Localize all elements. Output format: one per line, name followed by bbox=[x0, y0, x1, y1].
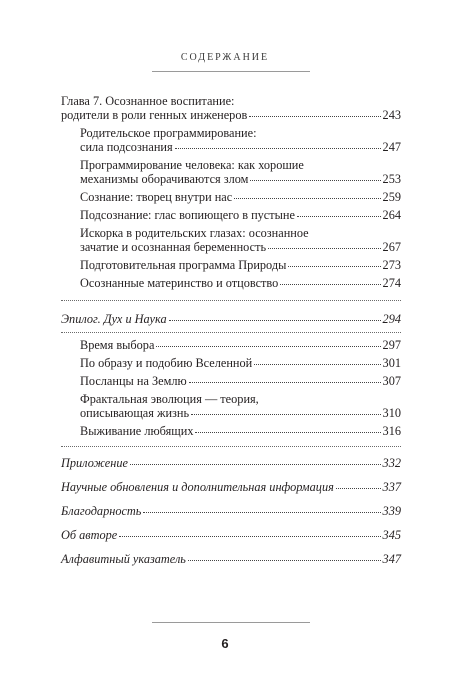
toc-page-number: 259 bbox=[382, 190, 401, 204]
dot-leader bbox=[297, 216, 381, 217]
toc-chapter-7[interactable] bbox=[61, 94, 401, 122]
header-rule bbox=[152, 71, 310, 72]
toc-entry-title: Подсознание: глас вопиющего в пустыне bbox=[80, 208, 295, 222]
toc-entry-title: Программирование человека: как хорошие bbox=[80, 158, 304, 172]
dot-leader bbox=[195, 432, 380, 433]
toc-entry-title-cont: описывающая жизнь bbox=[80, 406, 190, 420]
toc-page-number: 347 bbox=[382, 552, 401, 566]
toc-back-matter[interactable] bbox=[61, 528, 401, 542]
dot-leader bbox=[254, 364, 380, 365]
toc-entry-title: Об авторе bbox=[61, 528, 118, 542]
toc-page-number: 332 bbox=[382, 456, 401, 470]
toc-page-number: 267 bbox=[382, 240, 401, 254]
dot-leader bbox=[143, 512, 380, 513]
toc-back-matter[interactable] bbox=[61, 504, 401, 518]
section-separator bbox=[61, 332, 401, 333]
dot-leader bbox=[336, 488, 381, 489]
toc-item[interactable] bbox=[80, 226, 401, 254]
toc-item[interactable] bbox=[80, 158, 401, 186]
toc-item[interactable] bbox=[80, 126, 401, 154]
toc-entry-title: Посланцы на Землю bbox=[80, 374, 187, 388]
toc-page-number: 337 bbox=[382, 480, 401, 494]
toc-entry-title: Родительское программирование: bbox=[80, 126, 257, 140]
toc-page-number: 294 bbox=[382, 312, 401, 326]
toc-entry-title: Научные обновления и дополнительная информация bbox=[61, 480, 334, 494]
dot-leader bbox=[249, 116, 380, 117]
section-separator bbox=[61, 300, 401, 301]
toc-entry-title: Глава 7. Осознанное воспитание: bbox=[61, 94, 235, 108]
toc-entry-title: Осознанные материнство и отцовство bbox=[80, 276, 279, 290]
toc-item[interactable] bbox=[80, 190, 401, 204]
toc-page-number: 301 bbox=[382, 356, 401, 370]
toc-page-number: 345 bbox=[382, 528, 401, 542]
toc-entry-title: Искорка в родительских глазах: осознанное bbox=[80, 226, 309, 240]
toc-entry-title: Выживание любящих bbox=[80, 424, 194, 438]
toc-page-number: 316 bbox=[382, 424, 401, 438]
toc-back-matter[interactable] bbox=[61, 480, 401, 494]
toc-entry-title-cont: механизмы оборачиваются злом bbox=[80, 172, 249, 186]
toc-page-number: 273 bbox=[382, 258, 401, 272]
toc-item[interactable] bbox=[80, 276, 401, 290]
toc-entry-title-cont: сила подсознания bbox=[80, 140, 173, 154]
page-number: 6 bbox=[221, 636, 229, 651]
toc-page-number: 247 bbox=[382, 140, 401, 154]
toc-entry-title: Алфавитный указатель bbox=[61, 552, 186, 566]
toc-entry-title: Приложение bbox=[61, 456, 128, 470]
dot-leader bbox=[156, 346, 380, 347]
dot-leader bbox=[175, 148, 381, 149]
toc-item[interactable] bbox=[80, 208, 401, 222]
toc-item[interactable] bbox=[80, 374, 401, 388]
toc-entry-title: Подготовительная программа Природы bbox=[80, 258, 287, 272]
toc-item[interactable] bbox=[80, 338, 401, 352]
toc-entry-title: Сознание: творец внутри нас bbox=[80, 190, 233, 204]
footer-rule bbox=[152, 622, 310, 623]
toc-page-number: 264 bbox=[382, 208, 401, 222]
toc-page-number: 297 bbox=[382, 338, 401, 352]
toc-page-number: 243 bbox=[382, 108, 401, 122]
toc-back-matter[interactable] bbox=[61, 552, 401, 566]
dot-leader bbox=[288, 266, 380, 267]
toc-page-number: 307 bbox=[382, 374, 401, 388]
toc-entry-title: По образу и подобию Вселенной bbox=[80, 356, 253, 370]
toc-entry-title: Благодарность bbox=[61, 504, 142, 518]
toc-entry-title: Время выбора bbox=[80, 338, 155, 352]
dot-leader bbox=[234, 198, 380, 199]
toc-page-number: 310 bbox=[382, 406, 401, 420]
toc-page-number: 339 bbox=[382, 504, 401, 518]
toc-item[interactable] bbox=[80, 424, 401, 438]
toc-item[interactable] bbox=[80, 356, 401, 370]
toc-epilog[interactable] bbox=[61, 312, 401, 326]
dot-leader bbox=[250, 180, 380, 181]
dot-leader bbox=[280, 284, 380, 285]
toc-page-number: 253 bbox=[382, 172, 401, 186]
dot-leader bbox=[169, 320, 381, 321]
dot-leader bbox=[188, 560, 381, 561]
toc-entry-title: Эпилог. Дух и Наука bbox=[61, 312, 167, 326]
dot-leader bbox=[191, 414, 380, 415]
toc-entry-title: Фрактальная эволюция — теория, bbox=[80, 392, 259, 406]
toc-back-matter[interactable] bbox=[61, 456, 401, 470]
toc-entry-title-cont: родители в роли генных инженеров bbox=[61, 108, 248, 122]
dot-leader bbox=[189, 382, 381, 383]
dot-leader bbox=[268, 248, 380, 249]
toc-item[interactable] bbox=[80, 258, 401, 272]
page-header: СОДЕРЖАНИЕ bbox=[180, 52, 270, 63]
dot-leader bbox=[130, 464, 381, 465]
toc-item[interactable] bbox=[80, 392, 401, 420]
dot-leader bbox=[119, 536, 380, 537]
toc-entry-title-cont: зачатие и осознанная беременность bbox=[80, 240, 267, 254]
section-separator bbox=[61, 446, 401, 447]
toc-page-number: 274 bbox=[382, 276, 401, 290]
